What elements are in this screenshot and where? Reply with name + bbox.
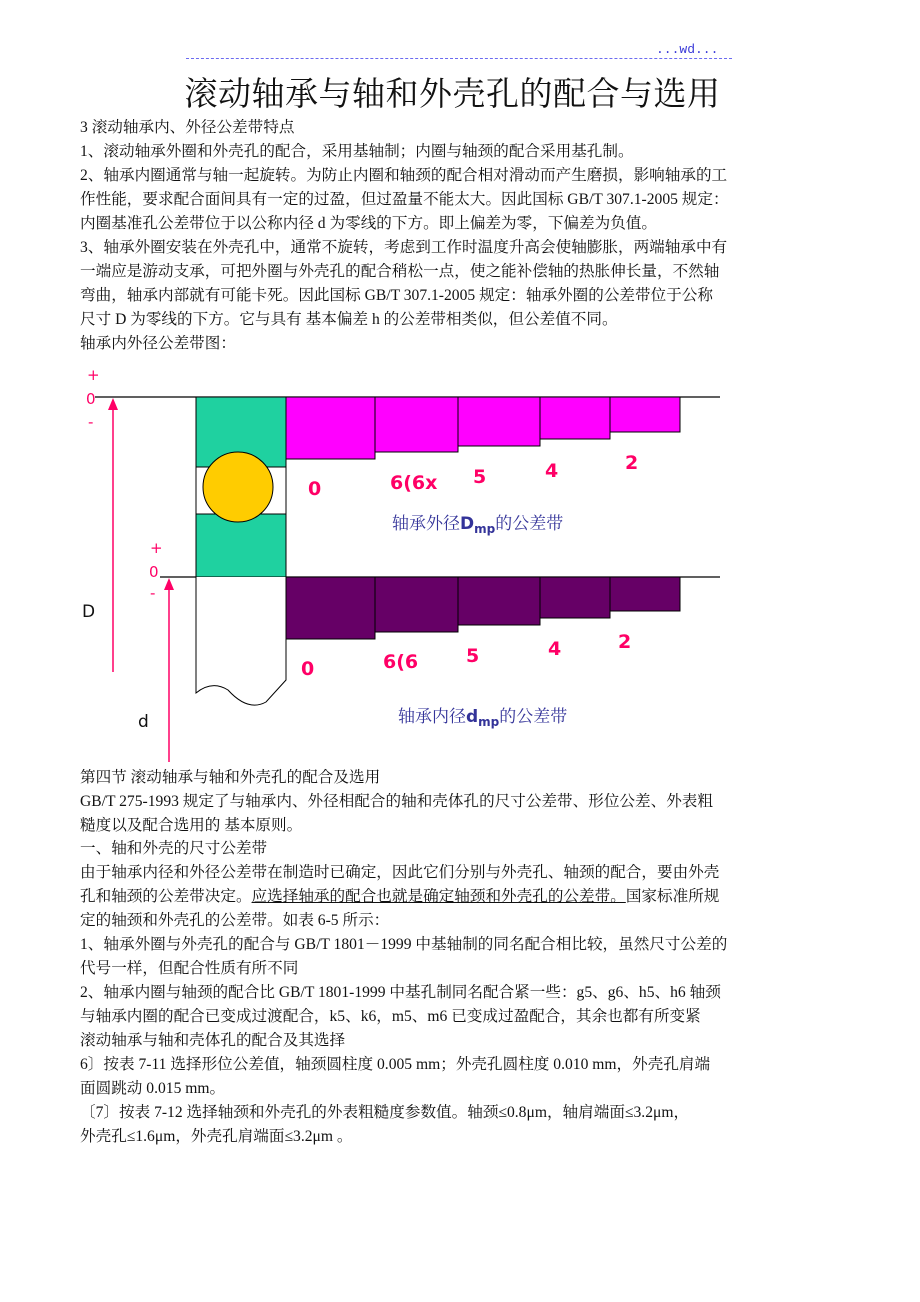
text-line: 弯曲，轴承内部就有可能卡死。因此国标 GB/T 307.1-2005 规定：轴承外圈的公差带位于公称 xyxy=(80,287,713,304)
inner-tolerance-band xyxy=(540,577,610,618)
inner-band-label: 6(6 xyxy=(383,651,419,673)
outer-tolerance-band xyxy=(375,397,458,452)
inner-band-label: 2 xyxy=(618,631,632,653)
text-line: 一、轴和外壳的尺寸公差带 xyxy=(80,840,268,857)
text-line: 〔7〕按表 7-12 选择轴颈和外壳孔的外表粗糙度参数值。轴颈≤0.8μm，轴肩端面≤3.2μm， xyxy=(80,1104,690,1121)
ball xyxy=(203,452,273,522)
page-title: 滚动轴承与轴和外壳孔的配合与选用 xyxy=(184,77,721,113)
outer-tolerance-band xyxy=(610,397,680,432)
outer-minus: - xyxy=(88,413,94,431)
text-line: 1、轴承外圈与外壳孔的配合与 GB/T 1801－1999 中基轴制的同名配合相比较，虽然尺寸公差的 xyxy=(80,936,728,953)
inner-band-label: 5 xyxy=(466,645,480,667)
text-line: 定的轴颈和外壳孔的公差带。如表 6-5 所示： xyxy=(80,912,390,929)
outer-plus: + xyxy=(87,366,100,384)
text-line: 1、滚动轴承外圈和外壳孔的配合，采用基轴制；内圈与轴颈的配合采用基孔制。 xyxy=(80,143,634,160)
outer-band-label: 2 xyxy=(625,452,639,474)
text-line: 一端应是游动支承，可把外圈与外壳孔的配合稍松一点，使之能补偿轴的热胀伸长量，不然轴 xyxy=(80,263,720,280)
text-line: 滚动轴承与轴和壳体孔的配合及其选择 xyxy=(80,1032,346,1049)
inner-tolerance-band xyxy=(286,577,375,639)
text-line: 与轴承内圈的配合已变成过渡配合，k5、k6，m5、m6 已变成过盈配合，其余也都有所变紧 xyxy=(80,1008,701,1025)
text-line: 作性能，要求配合面间具有一定的过盈，但过盈量不能太大。因此国标 GB/T 307.1-2005 规定： xyxy=(80,191,729,208)
outer-band-label: 0 xyxy=(308,478,322,500)
d-label: d xyxy=(138,712,149,732)
inner-tolerance-band xyxy=(458,577,540,625)
text-line: 面圆跳动 0.015 mm。 xyxy=(80,1080,226,1097)
text-line: 代号一样，但配合性质有所不同 xyxy=(80,960,299,977)
D-label: D xyxy=(82,602,96,622)
text-line: 外壳孔≤1.6μm，外壳孔肩端面≤3.2μm 。 xyxy=(80,1128,353,1145)
outer-caption: 轴承外径$D_{mp}$的公差带 xyxy=(392,514,564,536)
text-line: 2、轴承内圈通常与轴一起旋转。为防止内圈和轴颈的配合相对滑动而产生磨损，影响轴承的工 xyxy=(80,167,728,184)
d-arrowhead-icon xyxy=(164,578,174,590)
text-line: 3、轴承外圈安装在外壳孔中，通常不旋转，考虑到工作时温度升高会使轴膨胀，两端轴承中有 xyxy=(80,239,728,256)
text-line: 6〕按表 7-11 选择形位公差值，轴颈圆柱度 0.005 mm；外壳孔圆柱度 0.010 mm，外壳孔肩端 xyxy=(80,1056,711,1073)
text-line: 2、轴承内圈与轴颈的配合比 GB/T 1801-1999 中基孔制同名配合紧一些：g5、g6、h5、h6 轴颈 xyxy=(80,984,721,1001)
inner-tolerance-band xyxy=(375,577,458,632)
text-line-underlined xyxy=(80,887,719,907)
outer-tolerance-band xyxy=(458,397,540,446)
header-mark: ...wd... xyxy=(656,42,719,57)
outer-band-label: 4 xyxy=(545,460,559,482)
text-segment: 国家标准所规 xyxy=(625,888,720,905)
text-segment: 孔和轴颈的公差带决定。 xyxy=(80,888,252,905)
shaft xyxy=(196,577,286,705)
inner-plus: + xyxy=(150,539,163,557)
outer-tolerance-band xyxy=(286,397,375,459)
text-line: 内圈基准孔公差带位于以公称内径 d 为零线的下方。即上偏差为零，下偏差为负值。 xyxy=(80,215,657,232)
underlined-text: 应选择轴承的配合也就是确定轴颈和外壳孔的公差带。 xyxy=(251,888,626,905)
inner-band-label: 4 xyxy=(548,638,562,660)
text-line: 第四节 滚动轴承与轴和外壳孔的配合及选用 xyxy=(80,769,381,786)
text-line: 由于轴承内径和外径公差带在制造时已确定，因此它们分别与外壳孔、轴颈的配合，要由外壳 xyxy=(80,864,720,881)
text-line: 轴承内外径公差带图： xyxy=(80,335,236,352)
outer-band-label: 5 xyxy=(473,466,487,488)
inner-ring xyxy=(196,514,286,577)
outer-zero: 0 xyxy=(86,390,96,408)
text-line: 3 滚动轴承内、外径公差带特点 xyxy=(80,119,295,136)
inner-zero: 0 xyxy=(149,563,159,581)
inner-caption: 轴承内径$d_{mp}$的公差带 xyxy=(398,707,568,729)
inner-tolerance-band xyxy=(610,577,680,611)
D-arrowhead-icon xyxy=(108,398,118,410)
text-line: 尺寸 D 为零线的下方。它与具有 基本偏差 h 的公差带相类似，但公差值不同。 xyxy=(80,311,618,328)
outer-band-label: 6(6x xyxy=(390,472,438,494)
inner-minus: - xyxy=(150,584,156,602)
text-line: GB/T 275-1993 规定了与轴承内、外径相配合的轴和壳体孔的尺寸公差带、形位公差、外表粗 xyxy=(80,793,713,810)
outer-tolerance-band xyxy=(540,397,610,439)
text-line: 糙度以及配合选用的 基本原则。 xyxy=(80,817,303,834)
inner-band-label: 0 xyxy=(301,658,315,680)
